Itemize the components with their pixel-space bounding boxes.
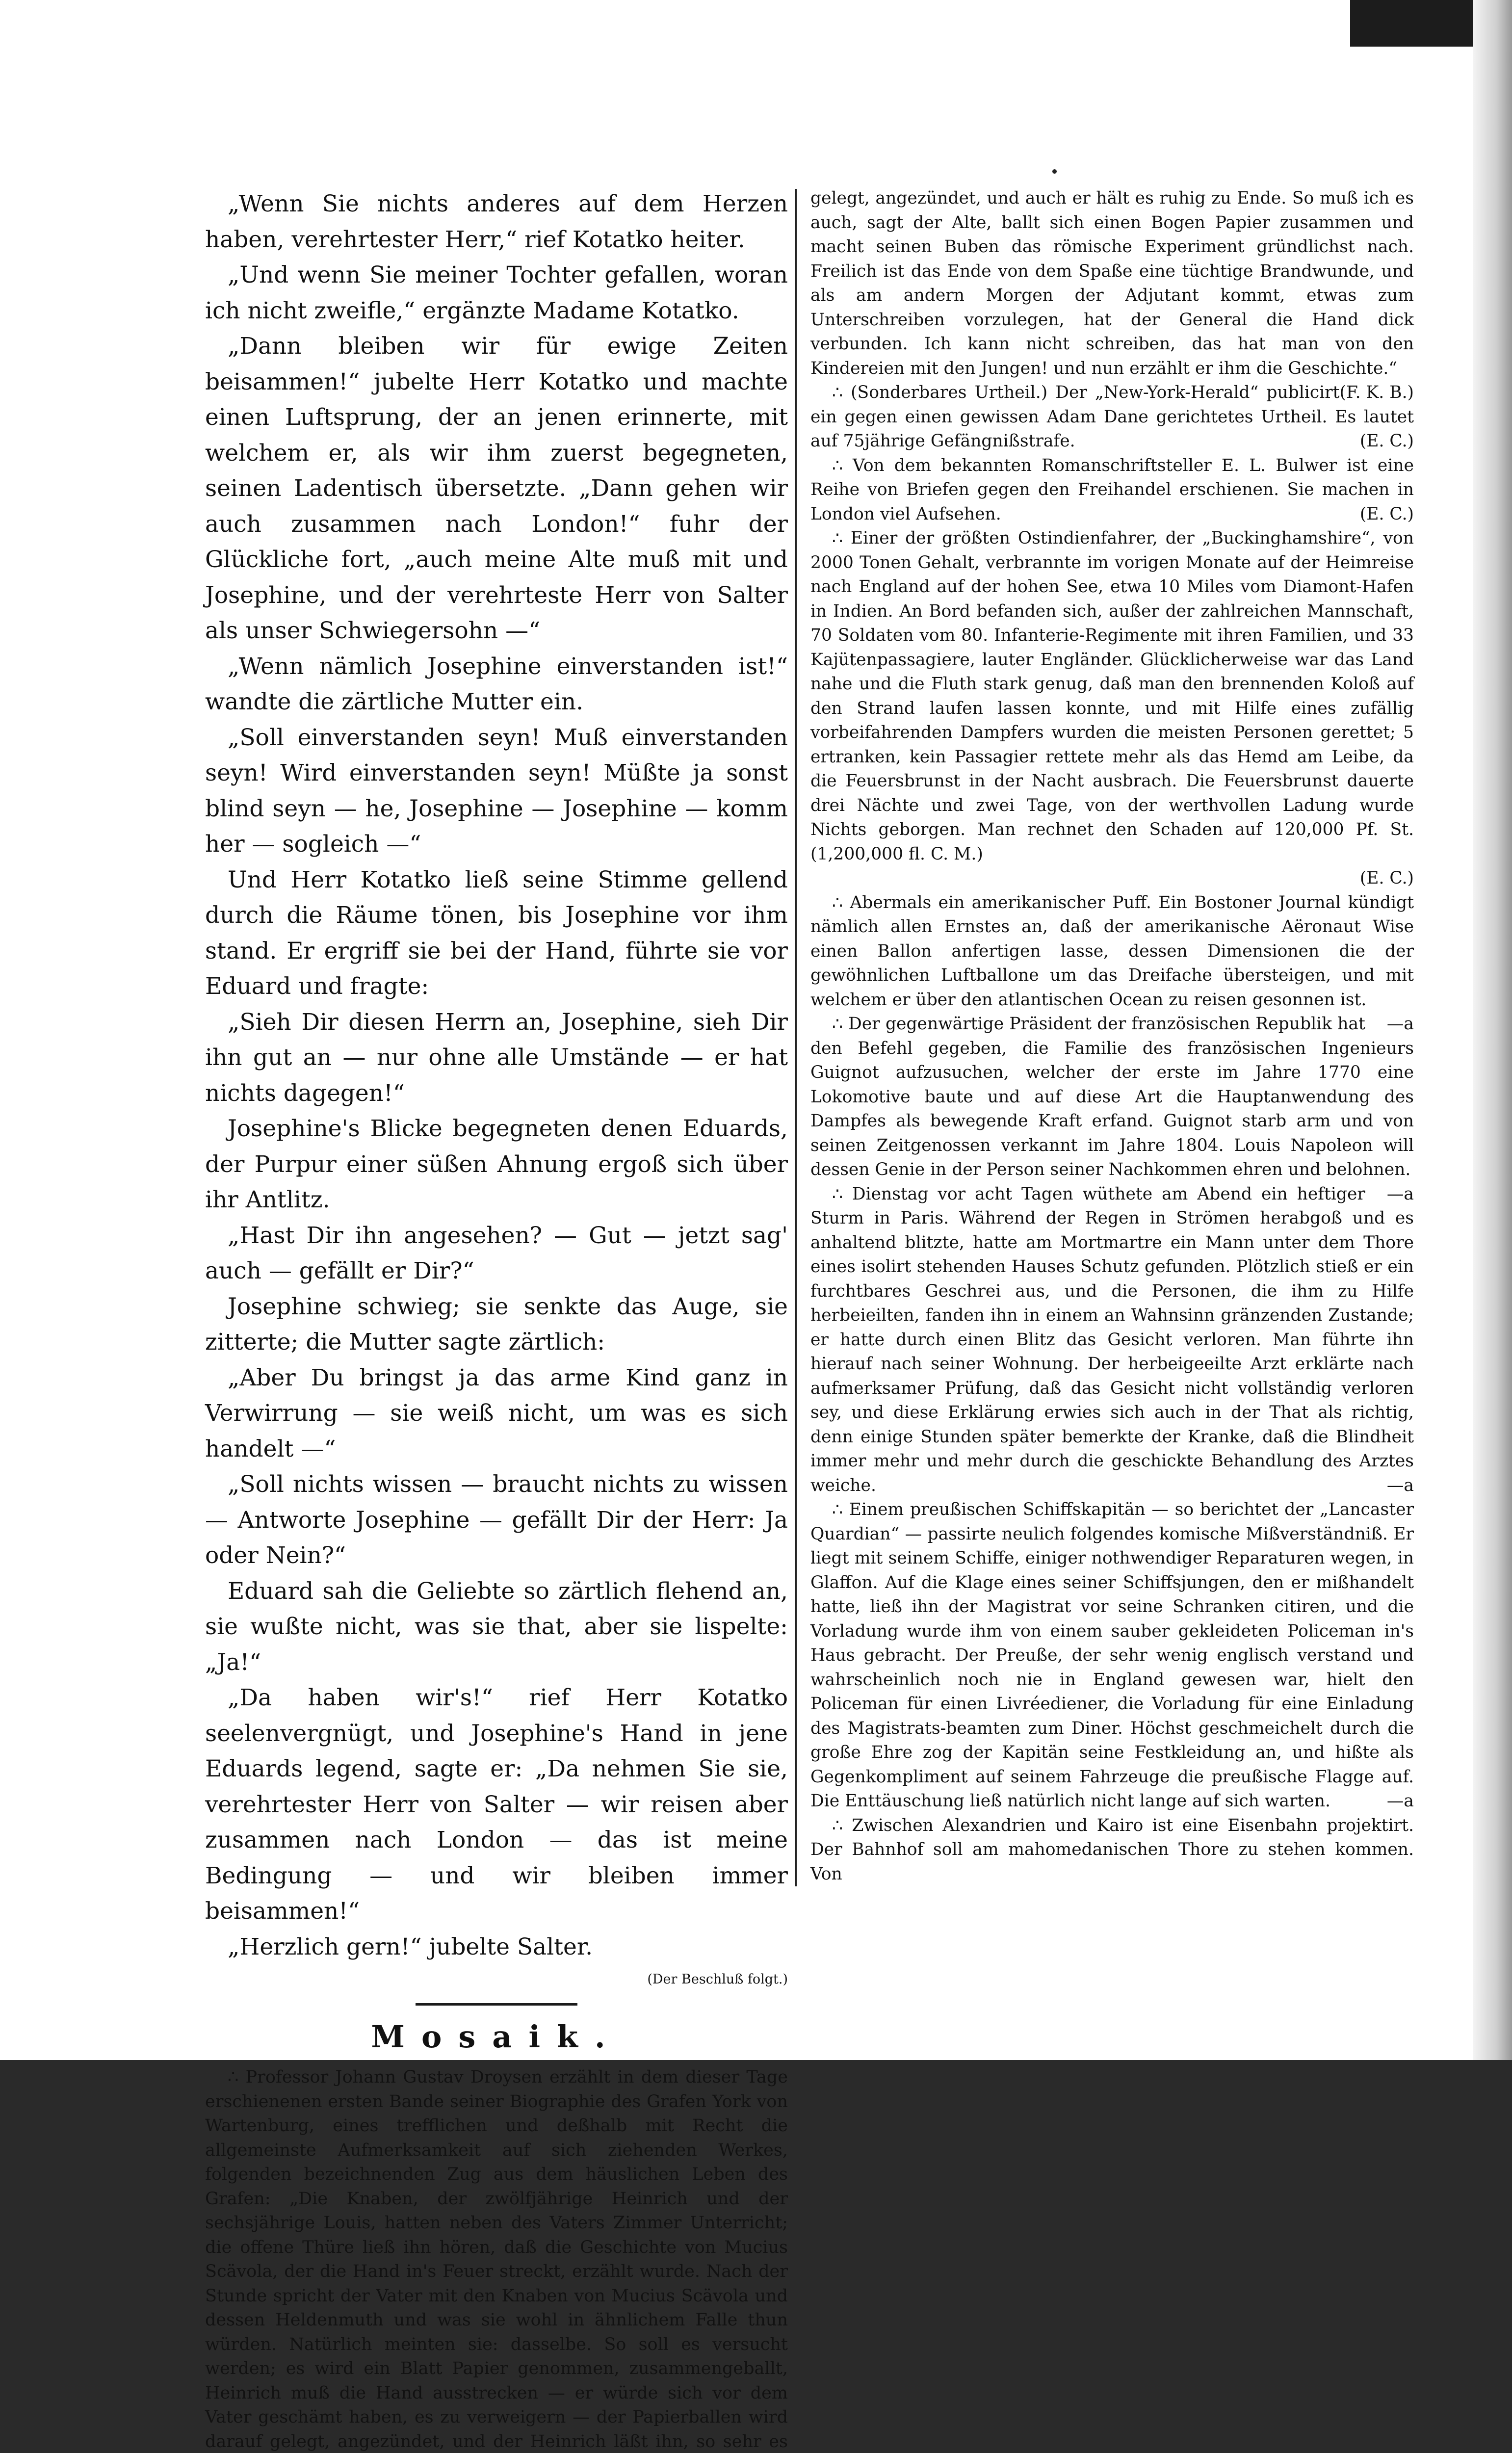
story-paragraph: „Hast Dir ihn angesehen? — Gut — jetzt sag' auch — gefällt er Dir?“ (205, 1222, 788, 1284)
mosaic-paragraph: ∴ Professor Johann Gustav Droysen erzählt in dem dieser Tage erschienenen ersten Bande seiner Biographie des Grafen York von Wartenburg, eines trefflichen und deßhalb mit Recht die allgemeinste Aufmerksamkeit auf sich ziehenden Werkes, folgenden bezeichnenden Zug aus dem häuslichen Leben des Grafen: „Die Knaben, der zwölfjährige Heinrich und der sechsjährige Louis, hatten neben des Vaters Zimmer Unterricht; die offene Thüre ließ ihn hören, daß die Geschichte von Mucius Scävola, der die Hand in's Feuer streckt, erzählt wurde. Nach der Stunde spricht der Vater mit den Knaben von Mucius Scävola und dessen Heldenmuth und was sie wohl in ähnlichem Falle thun würden. Natürlich meinten sie: dasselbe. So soll es versucht werden; es wird ein Blatt Papier genommen, zusammengeballt, Heinrich muß die Hand ausstrecken — er würde sich vor dem Vater geschämt haben, es zu verweigern — der Papierballen wird darauf gelegt, angezündet, und der Heinrich läßt ihn, so sehr es (205, 2067, 788, 2452)
news-item (810, 381, 1414, 454)
scan-noise (0, 2036, 1276, 2051)
news-item-source: (E. C.) (1359, 504, 1414, 524)
ink-dot (1052, 169, 1057, 174)
news-item-text: ∴ Dienstag vor acht Tagen wüthete am Abend ein heftiger Sturm in Paris. Während der Regen in Strömen herabgoß und es anhaltend blitzte, hatte am Mortmartre ein Mann unter dem Thore eines isolirt stehenden Hauses Schutz gefunden. Plötzlich stieß er ein furchtbares Geschrei aus, und die Personen, die ihm zu Hilfe herbeieilten, fanden ihn in einem an Wahnsinn gränzenden Zustande; er hatte durch einen Blitz das Gesicht verloren. Man führte ihn hierauf nach seiner Wohnung. Der herbeigeeilte Arzt erklärte nach aufmerksamer Prüfung, daß das Gesicht nicht vollständig verloren sey, und diese Erklärung erwies sich auch in der That als richtig, denn einige Stunden später bemerkte der Kranke, daß die Blindheit immer mehr und mehr durch die geschickte Behandlung des Arztes weiche. (810, 1184, 1414, 1495)
story-paragraph: „Soll nichts wissen — braucht nichts zu wissen — Antworte Josephine — gefällt Dir der Herr: Ja oder Nein?“ (205, 1471, 788, 1569)
news-item (810, 454, 1414, 527)
story-paragraph: Und Herr Kotatko ließ seine Stimme gellend durch die Räume tönen, bis Josephine vor ihm stand. Er ergriff sie bei der Hand, führte sie vor Eduard und fragte: (205, 866, 788, 1000)
section-title: Mosaik. (371, 2019, 622, 2055)
story-paragraph: „Wenn nämlich Josephine einverstanden ist!“ wandte die zärtliche Mutter ein. (205, 652, 788, 715)
news-item-text: ∴ Der gegenwärtige Präsident der französischen Republik hat den Befehl gegeben, die Familie des französischen Ingenieurs Guignot aufzusuchen, welcher der erste im Jahre 1770 eine Lokomotive baute und auf diese Art die Hauptanwendung des Dampfes als bewegende Kraft erfand. Guignot starb arm und von seinen Zeitgenossen verkannt im Jahre 1804. Louis Napoleon will dessen Genie in der Person seiner Nachkommen ehren und belohnen. (810, 1014, 1414, 1179)
story-paragraph: „Aber Du bringst ja das arme Kind ganz in Verwirrung — sie weiß nicht, um was es sich handelt —“ (205, 1364, 788, 1462)
news-item (810, 526, 1414, 891)
story-paragraph: „Soll einverstanden seyn! Muß einverstanden seyn! Wird einverstanden seyn! Müßte ja sonst blind seyn — he, Josephine — Josephine — komm her — sogleich —“ (205, 724, 788, 858)
news-item (810, 891, 1414, 1034)
column-divider (795, 189, 797, 1886)
story-paragraph: „Dann bleiben wir für ewige Zeiten beisammen!“ jubelte Herr Kotatko und machte einen Luftsprung, der an jenen erinnerte, mit welchem er, als wir ihm zuerst begegneten, seinen Ladentisch übersetzte. „Dann gehen wir auch zusammen nach London!“ fuhr der Glückliche fort, „auch meine Alte muß mit und Josephine, und der verehrteste Herr von Salter als unser Schwiegersohn —“ (205, 333, 788, 644)
news-item (810, 1814, 1414, 1887)
news-item (810, 186, 1414, 402)
left-column (205, 186, 788, 2453)
news-item-source: (F. K. B.) (1339, 383, 1414, 402)
story-paragraph: „Wenn Sie nichts anderes auf dem Herzen haben, verehrtester Herr,“ rief Kotatko heiter. (205, 190, 788, 253)
story-paragraph: „Sieh Dir diesen Herrn an, Josephine, sieh Dir ihn gut an — nur ohne alle Umstände — er hat nichts dagegen!“ (205, 1008, 788, 1107)
news-item-text: ∴ Zwischen Alexandrien und Kairo ist eine Eisenbahn projektirt. Der Bahnhof soll am mahomedanischen Thore zu stehen kommen. Von (810, 1815, 1414, 1884)
news-item-text: gelegt, angezündet, und auch er hält es ruhig zu Ende. So muß ich es auch, sagt der Alte, ballt sich einen Bogen Papier zusammen und macht seinen Buben das römische Experiment gründlichst nach. Freilich ist das Ende von dem Spaße eine tüchtige Brandwunde, und als am andern Morgen der Adjutant kommt, etwas zum Unterschreiben vorzulegen, hat der General die Hand dick verbunden. Ich kann nicht schreiben, das hat man von den Kindereien mit den Jungen! und nun erzählt er ihm die Geschichte.“ (810, 188, 1414, 378)
news-item-source: (E. C.) (1359, 868, 1414, 888)
news-item-text: ∴ Abermals ein amerikanischer Puff. Ein Bostoner Journal kündigt nämlich allen Ernstes an, daß der amerikanische Aëronaut Wise einen Ballon anfertigen lasse, dessen Dimensionen die der gewöhnlichen Luftballone um das Dreifache übersteigen, und mit welchem er über den atlantischen Ocean zu reisen gesonnen ist. (810, 892, 1414, 1010)
news-item-text: ∴ Von dem bekannten Romanschriftsteller E. L. Bulwer ist eine Reihe von Briefen gegen den Freihandel erschienen. Sie machen in London viel Aufsehen. (810, 455, 1414, 524)
news-item-source: —a (1386, 1014, 1414, 1034)
continuation-note: (Der Beschluß folgt.) (647, 1972, 788, 1987)
news-item-source: —a (1386, 1475, 1414, 1495)
news-item-source: (E. C.) (1359, 431, 1414, 451)
news-item (810, 1182, 1414, 1498)
news-item-text: ∴ Einem preußischen Schiffskapitän — so berichtet der „Lancaster Quardian“ — passirte neulich folgendes komische Mißverständniß. Er liegt mit seinem Schiffe, einiger nothwendiger Reparaturen wegen, in Glaffon. Auf die Klage eines seiner Schiffsjungen, den er mißhandelt hatte, ließ ihn der Magistrat vor seine Schranken citiren, und die Vorladung wurde ihm von einem sauber gekleideten Policeman in's Haus gebracht. Der Preuße, der sehr wenig englisch verstand und wahrscheinlich noch nie in England gewesen war, hielt den Policeman für einen Livréediener, die Vorladung für eine Einladung des Magistrats-beamten zum Diner. Höchst geschmeichelt durch die große Ehre zog der Kapitän seine Festkleidung an, und hißte als Gegenkompliment auf seinem Fahrzeuge die preußische Flagge auf. Die Enttäuschung ließ natürlich nicht lange auf sich warten. (810, 1500, 1414, 1811)
news-item (810, 1012, 1414, 1204)
news-item-text: ∴ Einer der größten Ostindienfahrer, der „Buckinghamshire“, von 2000 Tonen Gehalt, verbrannte im vorigen Monate auf der Heimreise nach England auf der hohen See, etwa 10 Miles vom Diamont-Hafen in Indien. An Bord befanden sich, außer der zahlreichen Mannschaft, 70 Soldaten vom 80. Infanterie-Regimente mit ihren Familien, und 33 Kajütenpassagiere, lauter Engländer. Glücklicherweise war das Land nahe und die Fluth stark genug, daß man den brennenden Koloß auf den Strand laufen lassen konnte, und mit Hilfe eines zufällig vorbeifahrenden Dampfers wurden die meisten Personen gerettet; 5 ertranken, kein Passagier rettete mehr als das Hemd am Leibe, da die Feuersbrunst in der Nacht ausbrach. Die Feuersbrunst dauerte drei Nächte und zwei Tage, von der werthvollen Ladung wurde Nichts geborgen. Man rechnet den Schaden auf 120,000 Pf. St. (1,200,000 fl. C. M.) (810, 528, 1414, 864)
news-item (810, 1498, 1414, 1814)
story-paragraph: „Da haben wir's!“ rief Herr Kotatko seelenvergnügt, und Josephine's Hand in jene Eduards legend, sagte er: „Da nehmen Sie sie, verehrtester Herr von Salter — wir reisen aber zusammen nach London — das ist meine Bedingung — und wir bleiben immer beisammen!“ (205, 1684, 788, 1925)
mosaic-section (205, 2017, 788, 2453)
story-paragraph: Josephine's Blicke begegneten denen Eduards, der Purpur einer süßen Ahnung ergoß sich über ihr Antlitz. (205, 1115, 788, 1213)
news-item-source: —a (1386, 1184, 1414, 1204)
section-rule (416, 2003, 577, 2006)
story-paragraph: Eduard sah die Geliebte so zärtlich flehend an, sie wußte nicht, was sie that, aber sie lispelte: „Ja!“ (205, 1577, 788, 1676)
right-column (810, 186, 1414, 1886)
scan-edge-shadow (1473, 0, 1512, 2060)
news-item-text: ∴ (Sonderbares Urtheil.) Der „New-York-Herald“ publicirt ein gegen einen gewissen Adam Dane gerichtetes Urtheil. Es lautet auf 75jährige Gefängnißstrafe. (810, 383, 1414, 451)
story-continuation (205, 186, 788, 1989)
story-paragraph: Josephine schwieg; sie senkte das Auge, sie zitterte; die Mutter sagte zärtlich: (205, 1293, 788, 1356)
story-paragraph: „Und wenn Sie meiner Tochter gefallen, woran ich nicht zweifle,“ ergänzte Madame Kotatko. (205, 261, 788, 324)
news-item-source: —a (1386, 1791, 1414, 1811)
story-paragraph: „Herzlich gern!“ jubelte Salter. (228, 1933, 593, 1960)
